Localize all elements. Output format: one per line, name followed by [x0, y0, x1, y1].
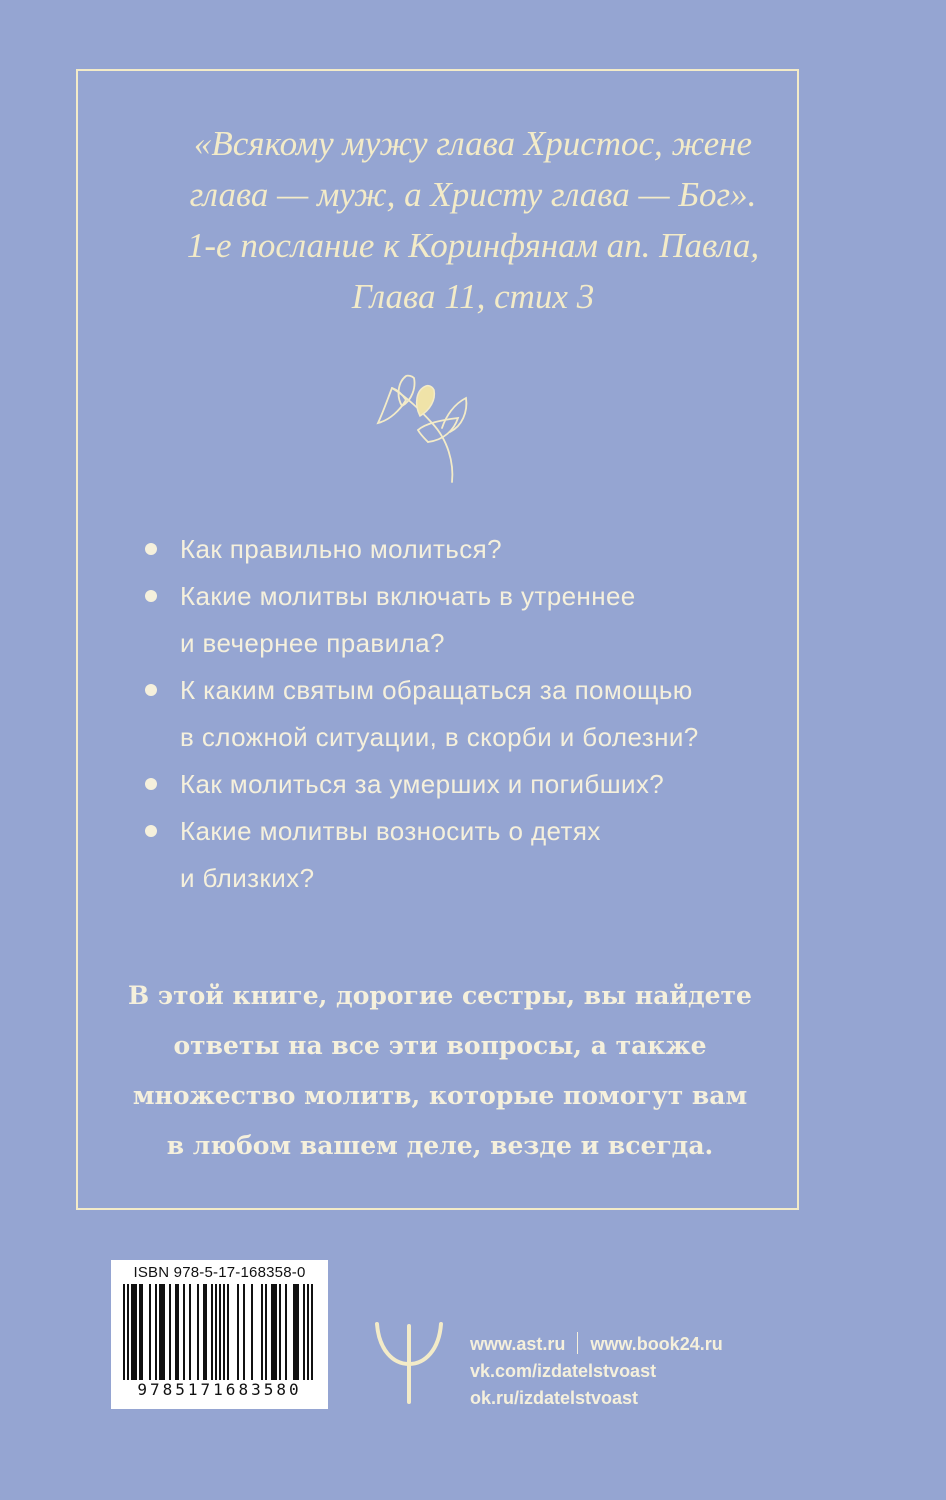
- epigraph-line: «Всякому мужу глава Христос, жене: [193, 124, 753, 163]
- bullet-icon: [145, 825, 157, 837]
- barcode-bar: [251, 1284, 253, 1380]
- barcode-bar: [303, 1284, 305, 1380]
- bullet-icon: [145, 543, 157, 555]
- epigraph-line: Глава 11, стих 3: [351, 277, 595, 316]
- barcode-bar: [261, 1284, 263, 1380]
- barcode-bar: [271, 1284, 273, 1380]
- epigraph: [90, 118, 856, 322]
- list-item: [145, 526, 785, 573]
- barcode-bar: [219, 1284, 221, 1380]
- barcode-bar: [175, 1284, 177, 1380]
- barcode-bar: [189, 1284, 191, 1380]
- questions-list: [145, 526, 785, 902]
- barcode-bar: [295, 1284, 297, 1380]
- question-line: в сложной ситуации, в скорби и болезни?: [180, 722, 699, 752]
- barcode-bar: [163, 1284, 165, 1380]
- divider: [577, 1332, 578, 1354]
- link-book24[interactable]: www.book24.ru: [590, 1334, 723, 1354]
- barcode-bar: [293, 1284, 295, 1380]
- summary-text: [90, 971, 790, 1171]
- publisher-logo-icon: [373, 1320, 445, 1406]
- barcode-bar: [155, 1284, 157, 1380]
- leaf-sprig-icon: [370, 368, 470, 484]
- barcode-bar: [223, 1284, 225, 1380]
- barcode-bar: [203, 1284, 205, 1380]
- barcode-bar: [243, 1284, 245, 1380]
- question-line: К каким святым обращаться за помощью: [180, 675, 693, 705]
- barcode-bar: [311, 1284, 313, 1380]
- barcode-bar: [183, 1284, 185, 1380]
- summary-line: множество молитв, которые помогут вам: [132, 1081, 748, 1110]
- barcode-bar: [275, 1284, 277, 1380]
- bullet-icon: [145, 778, 157, 790]
- link-ok[interactable]: ok.ru/izdatelstvoast: [470, 1388, 639, 1408]
- summary-line: В этой книге, дорогие сестры, вы найдете: [128, 981, 752, 1010]
- question-line: и близких?: [180, 863, 315, 893]
- list-item: [145, 761, 785, 808]
- barcode-bar: [197, 1284, 199, 1380]
- barcode-bar: [131, 1284, 133, 1380]
- link-vk[interactable]: vk.com/izdatelstvoast: [470, 1361, 657, 1381]
- publisher-links: [470, 1331, 723, 1412]
- barcode-bar: [215, 1284, 217, 1380]
- summary-line: ответы на все эти вопросы, а также: [173, 1031, 707, 1060]
- barcode-bar: [237, 1284, 239, 1380]
- question-line: и вечернее правила?: [180, 628, 445, 658]
- barcode-bar: [159, 1284, 161, 1380]
- summary-line: в любом вашем деле, везде и всегда.: [166, 1131, 714, 1160]
- question-line: Как правильно молиться?: [180, 534, 502, 564]
- question-line: Какие молитвы включать в утреннее: [180, 581, 636, 611]
- barcode-bar: [149, 1284, 151, 1380]
- list-item: [145, 808, 785, 902]
- bullet-icon: [145, 684, 157, 696]
- barcode-digits: 9785171683580: [137, 1380, 302, 1399]
- barcode-bar: [211, 1284, 213, 1380]
- barcode-bar: [139, 1284, 141, 1380]
- list-item: [145, 667, 785, 761]
- barcode-bar: [161, 1284, 163, 1380]
- barcode-bar: [133, 1284, 135, 1380]
- isbn-label: ISBN 978-5-17-168358-0: [133, 1264, 306, 1281]
- barcode-bar: [205, 1284, 207, 1380]
- barcode-bar: [141, 1284, 143, 1380]
- list-item: [145, 573, 785, 667]
- barcode-bar: [127, 1284, 129, 1380]
- epigraph-line: 1-е послание к Коринфянам ап. Павла,: [186, 226, 760, 265]
- barcode-bar: [135, 1284, 137, 1380]
- barcode: [111, 1260, 328, 1409]
- question-line: Как молиться за умерших и погибших?: [180, 769, 665, 799]
- barcode-bar: [265, 1284, 267, 1380]
- barcode-bar: [169, 1284, 171, 1380]
- barcode-bar: [285, 1284, 287, 1380]
- barcode-bar: [227, 1284, 229, 1380]
- barcode-bar: [177, 1284, 179, 1380]
- bullet-icon: [145, 590, 157, 602]
- barcode-bar: [307, 1284, 309, 1380]
- barcode-bar: [273, 1284, 275, 1380]
- epigraph-line: глава — муж, а Христу глава — Бог».: [189, 175, 757, 214]
- link-ast[interactable]: www.ast.ru: [470, 1334, 566, 1354]
- barcode-bar: [123, 1284, 125, 1380]
- question-line: Какие молитвы возносить о детях: [180, 816, 601, 846]
- barcode-bar: [279, 1284, 281, 1380]
- barcode-bar: [297, 1284, 299, 1380]
